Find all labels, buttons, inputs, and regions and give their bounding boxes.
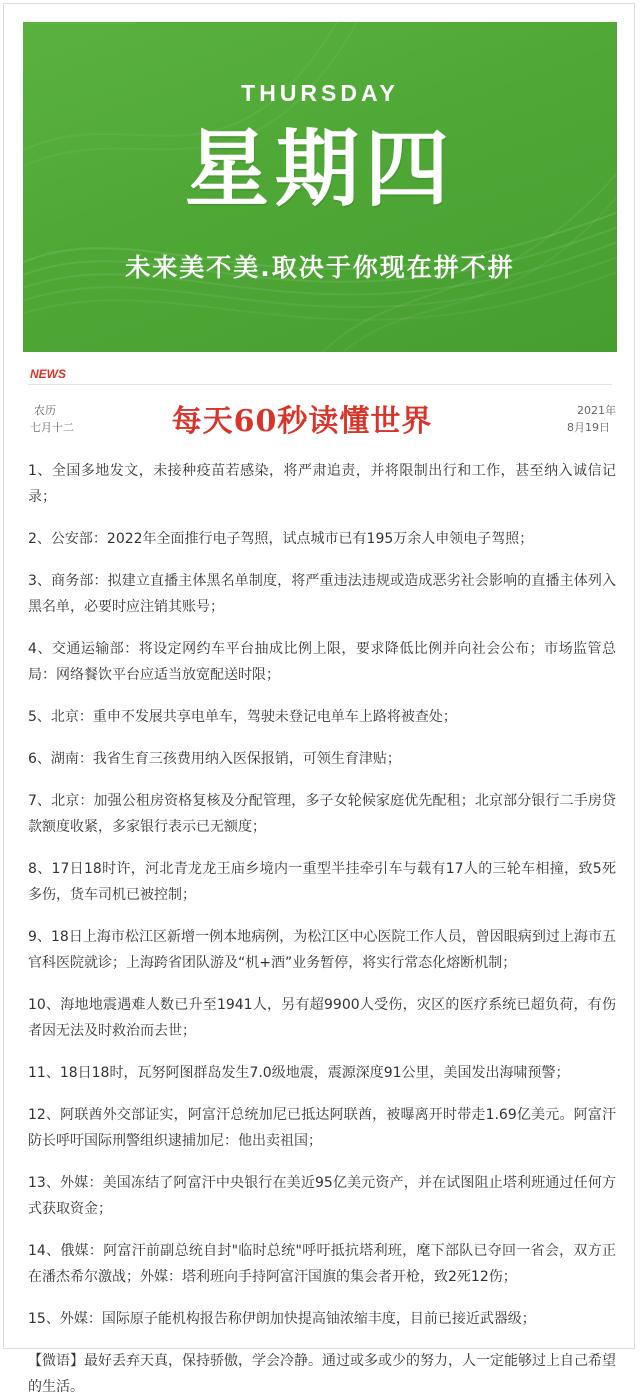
daily-saying: 【微语】最好丢弃天真，保持骄傲，学会冷静。通过或多或少的努力，人一定能够过上自己希望的生活。 xyxy=(28,1353,616,1395)
news-item: 3、商务部：拟建立直播主体黑名单制度，将严重违法违规或造成恶劣社会影响的直播主体列入黑名单，必要时应注销其账号； xyxy=(28,573,616,615)
date-year: 2021年 xyxy=(577,404,616,417)
news-item: 14、俄媒：阿富汗前副总统自封"临时总统"呼吁抵抗塔利班，麾下部队已夺回一省会，双方正在潘杰希尔激战；外媒：塔利班向手持阿富汗国旗的集会者开枪，致2死12伤； xyxy=(28,1243,616,1285)
news-item: 12、阿联酋外交部证实，阿富汗总统加尼已抵达阿联酋，被曝离开时带走1.69亿美元。阿富汗防长呼吁国际刑警组织逮捕加尼：他出卖祖国； xyxy=(28,1107,616,1149)
date-month-day: 8月19日 xyxy=(567,421,610,434)
divider xyxy=(28,384,612,385)
lunar-label: 农历 xyxy=(34,404,56,417)
gregorian-date-block xyxy=(540,402,616,436)
news-item: 5、北京：重申不发展共享电单车，驾驶未登记电单车上路将被查处； xyxy=(28,709,457,725)
news-item: 7、北京：加强公租房资格复核及分配管理，多子女轮候家庭优先配租；北京部分银行二手房贷款额度收紧，多家银行表示已无额度； xyxy=(28,793,616,835)
page-title: 每天60秒读懂世界 xyxy=(171,404,433,439)
news-item: 11、18日18时，瓦努阿图群岛发生7.0级地震，震源深度91公里，美国发出海啸预警； xyxy=(28,1065,570,1081)
news-list xyxy=(28,458,616,1400)
news-item: 9、18日上海市松江区新增一例本地病例，为松江区中心医院工作人员，曾因眼病到过上海市五官科医院就诊；上海跨省团队游及“机+酒”业务暂停，将实行常态化熔断机制； xyxy=(28,929,616,971)
news-item: 10、海地地震遇难人数已升至1941人，另有超9900人受伤，灾区的医疗系统已超负荷，有伤者因无法及时救治而去世； xyxy=(28,997,616,1039)
news-item: 1、全国多地发文，未接种疫苗若感染，将严肃追责，并将限制出行和工作，甚至纳入诚信记录； xyxy=(28,463,616,505)
news-item: 8、17日18时许，河北青龙龙王庙乡境内一重型半挂牵引车与载有17人的三轮车相撞，致5死多伤，货车司机已被控制； xyxy=(28,861,616,903)
lunar-date: 七月十二 xyxy=(30,421,74,434)
weekday-english: THURSDAY xyxy=(241,80,399,106)
banner-slogan: 未来美不美.取决于你现在拼不拼 xyxy=(125,253,515,282)
news-label: NEWS xyxy=(30,367,66,381)
news-item: 2、公安部：2022年全面推行电子驾照，试点城市已有195万余人申领电子驾照； xyxy=(28,531,534,547)
news-item: 13、外媒：美国冻结了阿富汗中央银行在美近95亿美元资产，并在试图阻止塔利班通过任何方式获取资金； xyxy=(28,1175,616,1217)
news-item: 6、湖南：我省生育三孩费用纳入医保报销，可领生育津贴； xyxy=(28,751,401,767)
weekday-chinese: 星期四 xyxy=(184,120,455,218)
news-item: 15、外媒：国际原子能机构报告称伊朗加快提高铀浓缩丰度，目前已接近武器级； xyxy=(28,1311,536,1327)
weekday-banner xyxy=(23,22,617,352)
news-item: 4、交通运输部：将设定网约车平台抽成比例上限，要求降低比例并向社会公布；市场监管总局：网络餐饮平台应适当放宽配送时限； xyxy=(28,641,616,683)
